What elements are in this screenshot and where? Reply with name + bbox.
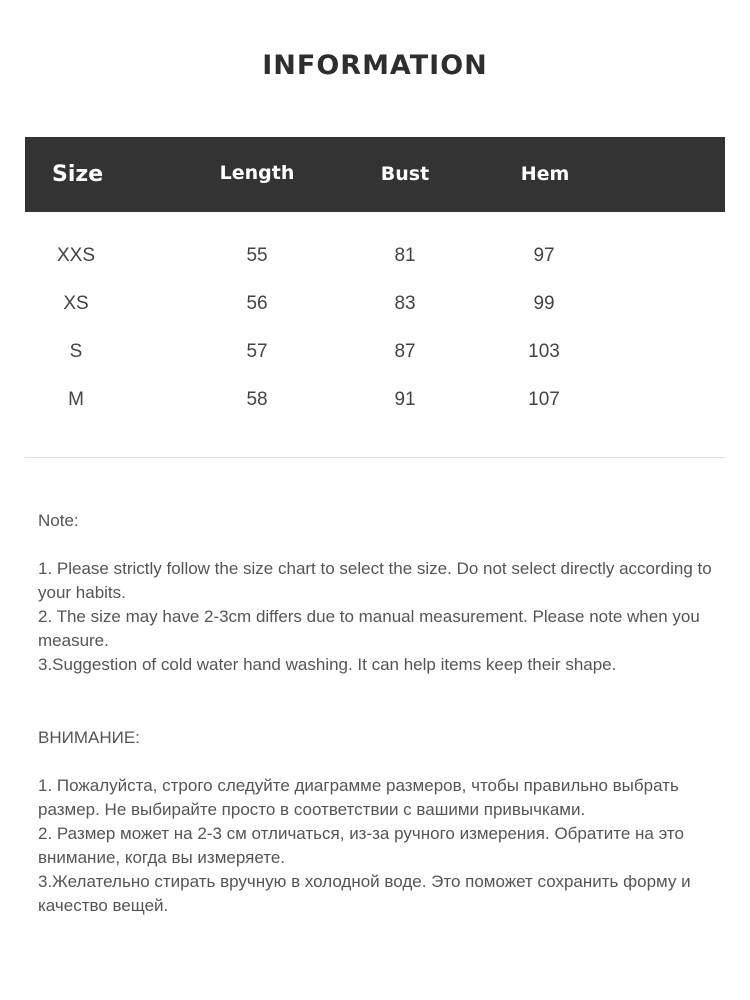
note-en-item-1: 1. Please strictly follow the size chart to select the size. Do not select directly according to your habits. bbox=[38, 559, 712, 602]
note-en-item-3: 3.Suggestion of cold water hand washing. It can help items keep their shape. bbox=[38, 655, 617, 674]
size-table-header bbox=[25, 137, 725, 212]
note-en-title: Note: bbox=[38, 511, 79, 530]
size-table-body bbox=[25, 233, 725, 425]
table-row: XXS 55 81 97 bbox=[56, 245, 555, 266]
note-en-heading bbox=[38, 509, 718, 533]
header-size: Size bbox=[52, 162, 104, 187]
note-en-item-2: 2. The size may have 2-3cm differs due to manual measurement. Please note when you measure. bbox=[38, 607, 700, 650]
header-length-label: Length bbox=[219, 162, 295, 184]
note-ru-title: ВНИМАНИЕ: bbox=[38, 728, 140, 747]
page-title: INFORMATION bbox=[262, 50, 488, 81]
note-ru-item-3: 3.Желательно стирать вручную в холодной воде. Это поможет сохранить форму и качество вещей. bbox=[38, 872, 691, 915]
note-ru-heading bbox=[38, 726, 718, 750]
table-row: S 57 87 103 bbox=[69, 341, 560, 362]
table-row: M 58 91 107 bbox=[68, 389, 560, 410]
note-en-list bbox=[38, 557, 718, 677]
header-bust-label: Bust bbox=[380, 163, 430, 185]
header-hem-label: Hem bbox=[520, 163, 570, 185]
note-ru-list bbox=[38, 774, 718, 918]
table-row: XS 56 83 99 bbox=[63, 293, 555, 314]
note-ru-item-2: 2. Размер может на 2-3 см отличаться, из-за ручного измерения. Обратите на это внимание, когда вы измеряете. bbox=[38, 824, 684, 867]
section-divider bbox=[25, 457, 725, 458]
note-ru-item-1: 1. Пожалуйста, строго следуйте диаграмме размеров, чтобы правильно выбрать размер. Не выбирайте просто в соответствии с вашими привычками. bbox=[38, 776, 679, 819]
